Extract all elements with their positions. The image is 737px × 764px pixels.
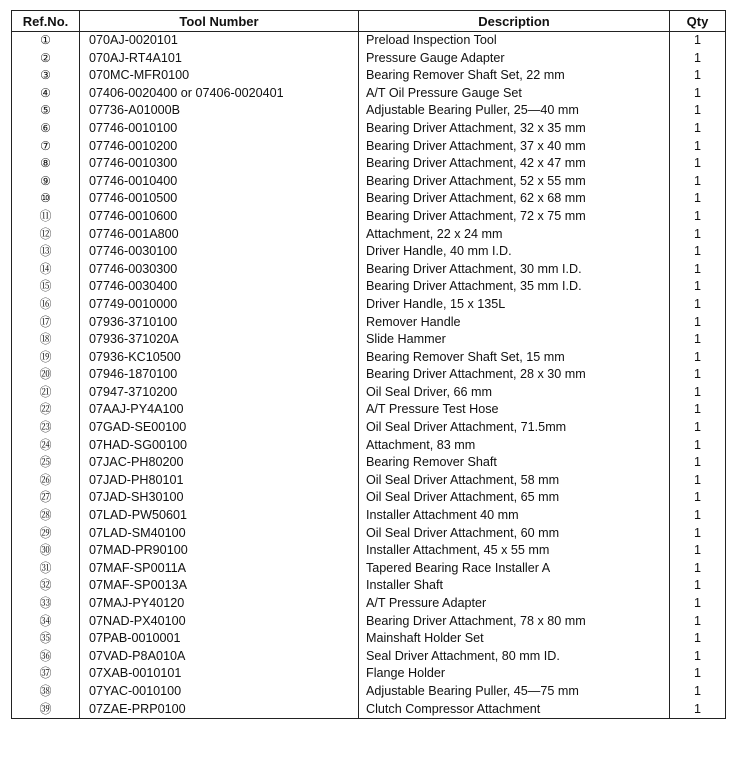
tool-number-cell: 07MAF-SP0013A (80, 577, 359, 595)
ref-number-cell: ⑦ (12, 138, 80, 156)
ref-number-cell: ㊴ (12, 701, 80, 719)
table-row (12, 472, 726, 490)
tool-number-cell: 07746-0010600 (80, 208, 359, 226)
tool-number-cell: 07NAD-PX40100 (80, 613, 359, 631)
description-cell: Bearing Driver Attachment, 30 mm I.D. (359, 261, 670, 279)
table-row (12, 560, 726, 578)
qty-cell: 1 (670, 630, 726, 648)
description-cell: Bearing Remover Shaft Set, 22 mm (359, 67, 670, 85)
qty-cell: 1 (670, 665, 726, 683)
description-cell: Bearing Driver Attachment, 42 x 47 mm (359, 155, 670, 173)
ref-number-cell: ㉜ (12, 577, 80, 595)
table-row (12, 120, 726, 138)
qty-cell: 1 (670, 226, 726, 244)
qty-cell: 1 (670, 525, 726, 543)
ref-number-cell: ⑫ (12, 226, 80, 244)
tool-number-cell: 07936-KC10500 (80, 349, 359, 367)
qty-cell: 1 (670, 50, 726, 68)
table-row (12, 542, 726, 560)
table-row (12, 85, 726, 103)
description-cell: Adjustable Bearing Puller, 45—75 mm (359, 683, 670, 701)
description-cell: A/T Pressure Adapter (359, 595, 670, 613)
description-cell: Seal Driver Attachment, 80 mm ID. (359, 648, 670, 666)
qty-cell: 1 (670, 32, 726, 50)
qty-cell: 1 (670, 472, 726, 490)
qty-cell: 1 (670, 261, 726, 279)
table-row (12, 331, 726, 349)
table-row (12, 630, 726, 648)
ref-number-cell: ⑳ (12, 366, 80, 384)
table-row (12, 384, 726, 402)
qty-cell: 1 (670, 366, 726, 384)
qty-cell: 1 (670, 120, 726, 138)
description-cell: Bearing Driver Attachment, 37 x 40 mm (359, 138, 670, 156)
tool-number-cell: 07746-0030400 (80, 278, 359, 296)
qty-cell: 1 (670, 577, 726, 595)
table-row (12, 138, 726, 156)
qty-cell: 1 (670, 349, 726, 367)
ref-number-cell: ㊱ (12, 648, 80, 666)
qty-cell: 1 (670, 67, 726, 85)
qty-cell: 1 (670, 102, 726, 120)
table-row (12, 261, 726, 279)
tool-number-cell: 07746-0010300 (80, 155, 359, 173)
ref-number-cell: ㉒ (12, 401, 80, 419)
ref-number-cell: ㉘ (12, 507, 80, 525)
description-cell: Pressure Gauge Adapter (359, 50, 670, 68)
tool-number-cell: 07GAD-SE00100 (80, 419, 359, 437)
ref-number-cell: ⑥ (12, 120, 80, 138)
qty-cell: 1 (670, 138, 726, 156)
table-row (12, 50, 726, 68)
description-cell: Bearing Driver Attachment, 32 x 35 mm (359, 120, 670, 138)
description-cell: Bearing Driver Attachment, 62 x 68 mm (359, 190, 670, 208)
table-row (12, 665, 726, 683)
qty-cell: 1 (670, 278, 726, 296)
ref-number-cell: ㊳ (12, 683, 80, 701)
tool-number-cell: 07LAD-SM40100 (80, 525, 359, 543)
tool-number-cell: 07947-3710200 (80, 384, 359, 402)
qty-cell: 1 (670, 314, 726, 332)
tool-number-cell: 07MAF-SP0011A (80, 560, 359, 578)
ref-number-cell: ⑬ (12, 243, 80, 261)
table-row (12, 102, 726, 120)
description-cell: Adjustable Bearing Puller, 25—40 mm (359, 102, 670, 120)
qty-cell: 1 (670, 85, 726, 103)
tool-number-cell: 07746-0030300 (80, 261, 359, 279)
ref-number-cell: ① (12, 32, 80, 50)
qty-cell: 1 (670, 683, 726, 701)
tool-number-cell: 07ZAE-PRP0100 (80, 701, 359, 719)
table-row (12, 577, 726, 595)
tool-number-cell: 07YAC-0010100 (80, 683, 359, 701)
description-cell: A/T Pressure Test Hose (359, 401, 670, 419)
table-row (12, 314, 726, 332)
qty-cell: 1 (670, 296, 726, 314)
ref-number-cell: ㉙ (12, 525, 80, 543)
description-cell: Mainshaft Holder Set (359, 630, 670, 648)
description-cell: Driver Handle, 40 mm I.D. (359, 243, 670, 261)
header-row (12, 11, 726, 32)
ref-number-cell: ⑰ (12, 314, 80, 332)
table-row (12, 32, 726, 50)
tool-number-cell: 07746-0010500 (80, 190, 359, 208)
description-cell: Flange Holder (359, 665, 670, 683)
ref-number-cell: ③ (12, 67, 80, 85)
table-row (12, 419, 726, 437)
description-cell: Bearing Remover Shaft (359, 454, 670, 472)
qty-cell: 1 (670, 648, 726, 666)
tool-number-cell: 07JAC-PH80200 (80, 454, 359, 472)
table-row (12, 366, 726, 384)
description-cell: Oil Seal Driver Attachment, 65 mm (359, 489, 670, 507)
qty-cell: 1 (670, 454, 726, 472)
tool-number-cell: 070AJ-0020101 (80, 32, 359, 50)
table-body (12, 32, 726, 719)
ref-number-cell: ④ (12, 85, 80, 103)
tool-number-cell: 07JAD-PH80101 (80, 472, 359, 490)
description-cell: Installer Attachment, 45 x 55 mm (359, 542, 670, 560)
table-row (12, 595, 726, 613)
qty-cell: 1 (670, 419, 726, 437)
tool-number-cell: 07746-0010200 (80, 138, 359, 156)
tool-number-cell: 07MAJ-PY40120 (80, 595, 359, 613)
table-header (12, 11, 726, 32)
tool-number-cell: 070MC-MFR0100 (80, 67, 359, 85)
tool-number-cell: 07746-0030100 (80, 243, 359, 261)
description-cell: Remover Handle (359, 314, 670, 332)
description-cell: Bearing Driver Attachment, 72 x 75 mm (359, 208, 670, 226)
tool-number-cell: 07VAD-P8A010A (80, 648, 359, 666)
tool-number-cell: 07AAJ-PY4A100 (80, 401, 359, 419)
description-cell: Tapered Bearing Race Installer A (359, 560, 670, 578)
table-row (12, 489, 726, 507)
description-cell: Oil Seal Driver Attachment, 60 mm (359, 525, 670, 543)
description-cell: Oil Seal Driver Attachment, 58 mm (359, 472, 670, 490)
tool-number-cell: 07MAD-PR90100 (80, 542, 359, 560)
tool-number-cell: 07936-371020A (80, 331, 359, 349)
description-cell: Bearing Remover Shaft Set, 15 mm (359, 349, 670, 367)
ref-number-cell: ㉕ (12, 454, 80, 472)
description-cell: Driver Handle, 15 x 135L (359, 296, 670, 314)
ref-number-cell: ㉛ (12, 560, 80, 578)
special-tools-table (11, 10, 726, 719)
qty-cell: 1 (670, 155, 726, 173)
tool-number-cell: 07406-0020400 or 07406-0020401 (80, 85, 359, 103)
description-cell: Oil Seal Driver, 66 mm (359, 384, 670, 402)
table-row (12, 173, 726, 191)
ref-number-cell: ② (12, 50, 80, 68)
ref-number-cell: ㉑ (12, 384, 80, 402)
qty-cell: 1 (670, 190, 726, 208)
ref-number-cell: ⑮ (12, 278, 80, 296)
description-cell: Attachment, 22 x 24 mm (359, 226, 670, 244)
qty-cell: 1 (670, 701, 726, 719)
tool-number-cell: 07746-0010400 (80, 173, 359, 191)
qty-cell: 1 (670, 595, 726, 613)
ref-number-cell: ㉖ (12, 472, 80, 490)
description-cell: A/T Oil Pressure Gauge Set (359, 85, 670, 103)
ref-number-cell: ㉚ (12, 542, 80, 560)
table-row (12, 155, 726, 173)
qty-cell: 1 (670, 243, 726, 261)
qty-cell: 1 (670, 489, 726, 507)
table-row (12, 208, 726, 226)
table-row (12, 243, 726, 261)
header-ref-no: Ref.No. (12, 11, 80, 32)
description-cell: Oil Seal Driver Attachment, 71.5mm (359, 419, 670, 437)
qty-cell: 1 (670, 613, 726, 631)
ref-number-cell: ⑨ (12, 173, 80, 191)
description-cell: Installer Shaft (359, 577, 670, 595)
tool-number-cell: 07XAB-0010101 (80, 665, 359, 683)
ref-number-cell: ⑭ (12, 261, 80, 279)
ref-number-cell: ⑩ (12, 190, 80, 208)
ref-number-cell: ⑧ (12, 155, 80, 173)
table-row (12, 296, 726, 314)
qty-cell: 1 (670, 173, 726, 191)
description-cell: Slide Hammer (359, 331, 670, 349)
table-row (12, 190, 726, 208)
table-row (12, 613, 726, 631)
table-row (12, 648, 726, 666)
description-cell: Installer Attachment 40 mm (359, 507, 670, 525)
ref-number-cell: ⑲ (12, 349, 80, 367)
table-row (12, 454, 726, 472)
table-row (12, 349, 726, 367)
description-cell: Preload Inspection Tool (359, 32, 670, 50)
description-cell: Attachment, 83 mm (359, 437, 670, 455)
table-row (12, 701, 726, 719)
tool-number-cell: 070AJ-RT4A101 (80, 50, 359, 68)
ref-number-cell: ㉗ (12, 489, 80, 507)
tool-number-cell: 07736-A01000B (80, 102, 359, 120)
ref-number-cell: ⑱ (12, 331, 80, 349)
ref-number-cell: ㉟ (12, 630, 80, 648)
description-cell: Bearing Driver Attachment, 52 x 55 mm (359, 173, 670, 191)
tool-number-cell: 07746-001A800 (80, 226, 359, 244)
table-row (12, 683, 726, 701)
ref-number-cell: ⑪ (12, 208, 80, 226)
qty-cell: 1 (670, 208, 726, 226)
qty-cell: 1 (670, 507, 726, 525)
ref-number-cell: ㉝ (12, 595, 80, 613)
ref-number-cell: ⑯ (12, 296, 80, 314)
qty-cell: 1 (670, 331, 726, 349)
qty-cell: 1 (670, 560, 726, 578)
tool-number-cell: 07JAD-SH30100 (80, 489, 359, 507)
ref-number-cell: ⑤ (12, 102, 80, 120)
table-row (12, 507, 726, 525)
ref-number-cell: ㉞ (12, 613, 80, 631)
ref-number-cell: ㉓ (12, 419, 80, 437)
tool-number-cell: 07HAD-SG00100 (80, 437, 359, 455)
table-row (12, 437, 726, 455)
description-cell: Bearing Driver Attachment, 35 mm I.D. (359, 278, 670, 296)
header-tool-number: Tool Number (80, 11, 359, 32)
header-qty: Qty (670, 11, 726, 32)
qty-cell: 1 (670, 384, 726, 402)
table-row (12, 226, 726, 244)
description-cell: Bearing Driver Attachment, 28 x 30 mm (359, 366, 670, 384)
tool-number-cell: 07749-0010000 (80, 296, 359, 314)
ref-number-cell: ㊲ (12, 665, 80, 683)
tool-number-cell: 07746-0010100 (80, 120, 359, 138)
tool-number-cell: 07PAB-0010001 (80, 630, 359, 648)
description-cell: Bearing Driver Attachment, 78 x 80 mm (359, 613, 670, 631)
special-tools-table-wrapper (11, 10, 725, 719)
ref-number-cell: ㉔ (12, 437, 80, 455)
qty-cell: 1 (670, 437, 726, 455)
tool-number-cell: 07946-1870100 (80, 366, 359, 384)
tool-number-cell: 07936-3710100 (80, 314, 359, 332)
qty-cell: 1 (670, 542, 726, 560)
description-cell: Clutch Compressor Attachment (359, 701, 670, 719)
table-row (12, 278, 726, 296)
table-row (12, 525, 726, 543)
qty-cell: 1 (670, 401, 726, 419)
tool-number-cell: 07LAD-PW50601 (80, 507, 359, 525)
header-description: Description (359, 11, 670, 32)
table-row (12, 67, 726, 85)
table-row (12, 401, 726, 419)
